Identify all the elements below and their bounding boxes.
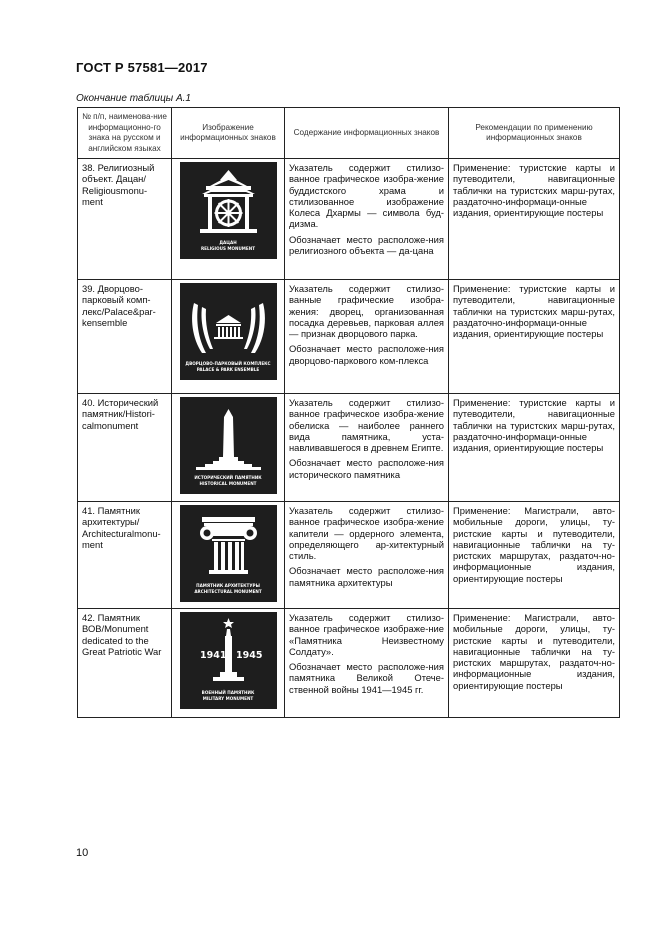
sign-military <box>180 612 277 709</box>
sign-description-cell <box>285 609 449 718</box>
sign-caption-ru: ВОЕННЫЙ ПАМЯТНИК <box>201 691 255 696</box>
table-row <box>78 280 620 394</box>
sign-image-cell <box>172 280 285 394</box>
sign-caption-ru: ПАМЯТНИК АРХИТЕКТУРЫ <box>196 584 260 589</box>
description-text: Указатель содержит стилизо-ванные графические изобра-жения: дворец, организованная посадка деревьев, парковая аллея — признак дворцового парка. <box>289 283 444 340</box>
recommendation-cell: Применение: туристские карты и путеводители, навигационные таблички на туристских марш-рутах, раздаточно-информаци-онные издания, ориентирующие постеры <box>449 159 620 280</box>
column-header-recommendations: Рекомендации по применению информационных знаков <box>449 108 620 159</box>
sign-caption-en: MILITARY MONUMENT <box>202 697 254 702</box>
document-header: ГОСТ Р 57581—2017 <box>76 60 208 75</box>
sign-description-cell <box>285 280 449 394</box>
sign-description-cell <box>285 159 449 280</box>
location-text: Обозначает место расположе-ния памятника Великой Отече-ственной войны 1941—1945 гг. <box>289 661 444 695</box>
recommendation-cell: Применение: туристские карты и путеводители, навигационные таблички на туристских марш-рутах, раздаточно-информаци-онные издания, ориентирующие постеры <box>449 280 620 394</box>
table-row <box>78 502 620 609</box>
description-text: Указатель содержит стилизо-ванное графическое изобра-жение буддистского храма и стилизованное изображение Колеса Дхармы — символа буд-дизма. <box>289 162 444 230</box>
year-start-label: 1941 <box>199 650 226 661</box>
sign-name-cell: 41. Памятник архитектуры/ Architecturalmonu-ment <box>78 502 172 609</box>
sign-caption-ru: ДАЦАН <box>219 241 237 246</box>
description-text: Указатель содержит стилизо-ванное графическое изображе-ние «Памятника Неизвестному Солдату». <box>289 612 444 657</box>
table-caption: Окончание таблицы А.1 <box>76 93 191 104</box>
sign-image-cell <box>172 609 285 718</box>
sign-image-cell <box>172 394 285 502</box>
location-text: Обозначает место расположе-ния памятника архитектуры <box>289 565 444 588</box>
column-header-image: Изображение информационных знаков <box>172 108 285 159</box>
sign-image-cell <box>172 502 285 609</box>
table-row <box>78 394 620 502</box>
description-text: Указатель содержит стилизо-ванное графическое изобра-жение обелиска — наиболее раннего вида памятника, уста-навливавшегося в древнем Египте. <box>289 397 444 454</box>
sign-caption-en: HISTORICAL MONUMENT <box>199 482 257 487</box>
page-number: 10 <box>76 847 89 859</box>
sign-name-cell: 39. Дворцово-парковый комп-лекс/Palace&par-kensemble <box>78 280 172 394</box>
recommendation-cell: Применение: Магистрали, авто-мобильные дороги, улицы, ту-ристские карты и путеводители, навигационные таблички на ту-ристских маршрутах, раздаточ-но-информационные издания, ориентирующие постеры <box>449 609 620 718</box>
sign-description-cell <box>285 394 449 502</box>
sign-image-cell <box>172 159 285 280</box>
recommendation-cell: Применение: туристские карты и путеводители, навигационные таблички на туристских марш-рутах, раздаточно-информаци-онные издания, ориентирующие постеры <box>449 394 620 502</box>
sign-palace-park <box>180 283 277 380</box>
column-header-name: № п/п, наименова-ние информационно-го знака на русском и английском языках <box>78 108 172 159</box>
sign-name-cell: 42. Памятник ВОВ/Monument dedicated to the Great Patriotic War <box>78 609 172 718</box>
column-header-content: Содержание информационных знаков <box>285 108 449 159</box>
sign-name-cell: 38. Религиозный объект. Дацан/ Religiousmonu-ment <box>78 159 172 280</box>
sign-caption-ru: ИСТОРИЧЕСКИЙ ПАМЯТНИК <box>194 476 262 481</box>
signs-table <box>77 107 620 718</box>
location-text: Обозначает место расположе-ния религиозного объекта — да-цана <box>289 233 444 257</box>
location-text: Обозначает место расположе-ния дворцово-паркового ком-плекса <box>289 343 444 366</box>
sign-historical <box>180 397 277 494</box>
sign-architectural <box>180 505 277 602</box>
location-text: Обозначает место расположе-ния исторического памятника <box>289 457 444 480</box>
table-row <box>78 609 620 718</box>
table-header-row <box>78 108 620 159</box>
sign-caption-ru: ДВОРЦОВО-ПАРКОВЫЙ КОМПЛЕКС <box>185 362 271 367</box>
sign-caption-en: ARCHITECTURAL MONUMENT <box>194 590 262 595</box>
sign-description-cell <box>285 502 449 609</box>
table-row <box>78 159 620 280</box>
year-end-label: 1945 <box>235 650 262 661</box>
sign-caption-en: PALACE & PARK ENSEMBLE <box>196 368 260 373</box>
sign-datsan <box>180 162 277 259</box>
sign-caption-en: RELIGIOUS MONUMENT <box>200 247 256 252</box>
description-text: Указатель содержит стилизо-ванное графическое изобра-жение капители — ордерного элемента, определяющего ар-хитектурный стиль. <box>289 505 444 562</box>
recommendation-cell: Применение: Магистрали, авто-мобильные дороги, улицы, ту-ристские карты и путеводители, навигационные таблички на ту-ристских маршрутах, раздаточ-но-информационные издания, ориентирующие постеры <box>449 502 620 609</box>
sign-name-cell: 40. Исторический памятник/Histori-calmonument <box>78 394 172 502</box>
